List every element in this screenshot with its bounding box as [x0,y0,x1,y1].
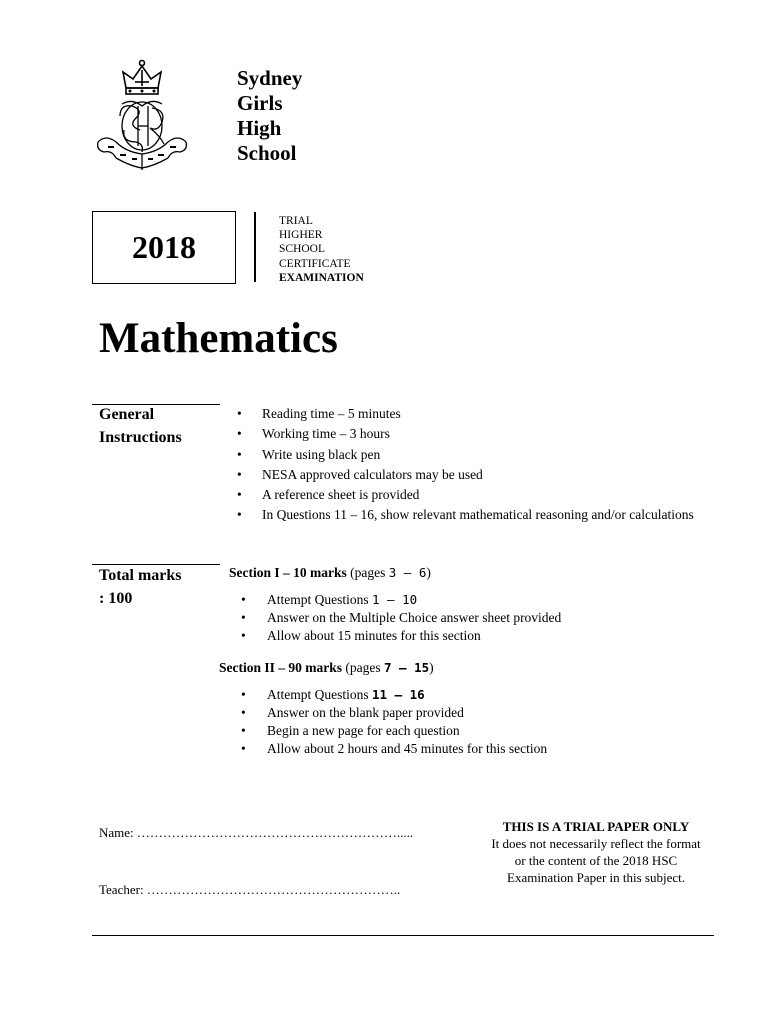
exam-year: 2018 [92,211,236,284]
heading-line: Instructions [99,429,182,446]
subject-title: Mathematics [99,315,338,362]
section-2-title: Section II – 90 marks [219,660,343,675]
school-name [237,66,302,166]
list-item: • Reading time – 5 minutes [236,404,706,424]
general-instructions-heading [99,403,182,449]
list-item [241,686,641,704]
total-marks-heading [99,564,182,610]
teacher-field[interactable]: Teacher: ………………………………………………….. [99,882,401,897]
heading-line: General [99,406,155,423]
list-item: • NESA approved calculators may be used [236,465,706,485]
bottom-divider [92,935,714,936]
school-name-line: Girls [237,91,283,115]
section-1-pages-range: 3 – 6 [388,565,427,580]
exam-title-line: TRIAL [279,215,313,227]
list-item: • Answer on the Multiple Choice answer sheet provided [241,609,641,627]
exam-title-line: SCHOOL [279,243,326,256]
question-range: 1 – 10 [372,592,418,607]
list-item: • Answer on the blank paper provided [241,704,641,722]
list-item: • A reference sheet is provided [236,485,706,505]
list-item: • Begin a new page for each question [241,722,641,740]
notice-body: It does not necessarily reflect the format or the content of the 2018 HSC Examination Paper in this subject. [491,836,701,885]
title-divider [254,212,256,282]
list-item: • Allow about 15 minutes for this section [241,627,641,645]
school-crest-icon [92,58,192,174]
section-2-pages-prefix: (pages [342,660,384,675]
list-item-text: Attempt Questions [267,687,372,702]
list-item: • Working time – 3 hours [236,424,706,444]
section-1-title: Section I – 10 marks [229,565,347,580]
section-2-list [241,686,641,758]
question-range: 11 – 16 [372,687,425,702]
general-instructions-list [236,404,706,526]
heading-line: : 100 [99,590,133,607]
section-2-pages-suffix: ) [429,660,434,675]
list-item: • In Questions 11 – 16, show relevant mathematical reasoning and/or calculations [236,505,706,525]
list-item [241,591,641,609]
exam-title-line: EXAMINATION [279,271,364,284]
trial-paper-notice [488,818,704,886]
section-1-heading [229,565,431,581]
exam-title-line: HIGHER [279,229,323,242]
section-1-pages-prefix: (pages [346,565,389,580]
section-1-pages-suffix: ) [426,565,431,580]
list-item-text: Attempt Questions [267,592,372,607]
school-name-line: School [237,141,297,165]
notice-title: THIS IS A TRIAL PAPER ONLY [502,819,690,834]
section-1-list [241,591,641,645]
section-2-pages-range: 7 – 15 [384,660,430,675]
section-2-heading [219,660,434,676]
heading-line: Total marks [99,567,182,584]
school-name-line: Sydney [237,66,303,90]
school-name-line: High [237,116,282,140]
exam-title-line: CERTIFICATE [279,257,351,270]
list-item: • Allow about 2 hours and 45 minutes for this section [241,740,641,758]
list-item: • Write using black pen [236,445,706,465]
name-field[interactable]: Name: ……………………………………………………..... [99,825,414,840]
exam-title [279,214,364,285]
